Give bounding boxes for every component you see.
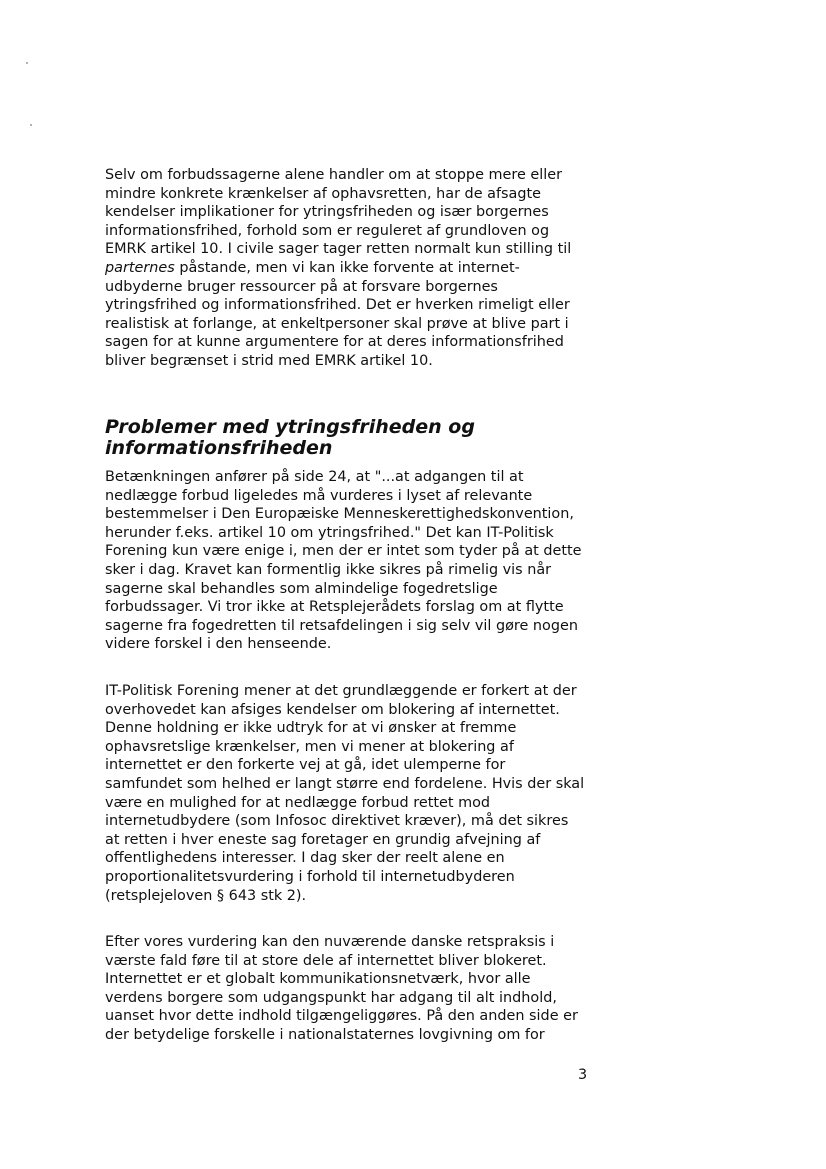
- text-line: forbudssager. Vi tror ikke at Retsplejerådets forslag om at flytte: [105, 599, 564, 616]
- text-line: Forening kun være enige i, men der er intet som tyder på at dette: [105, 543, 582, 560]
- scan-speck: [26, 62, 28, 64]
- text-line: overhovedet kan afsiges kendelser om blokering af internettet.: [105, 701, 560, 718]
- italic-word: parternes: [105, 259, 175, 276]
- text-line: offentlighedens interesser. I dag sker der reelt alene en: [105, 850, 505, 867]
- text-line: bestemmelser i Den Europæiske Menneskerettighedskonvention,: [105, 506, 574, 523]
- text-line: Denne holdning er ikke udtryk for at vi ønsker at fremme: [105, 720, 517, 737]
- text-line: internetudbydere (som Infosoc direktivet kræver), må det sikres: [105, 813, 569, 830]
- text-line: bliver begrænset i strid med EMRK artikel 10.: [105, 352, 433, 369]
- section-heading: [105, 417, 625, 459]
- text-line: videre forskel i den henseende.: [105, 636, 332, 653]
- text-line: EMRK artikel 10. I civile sager tager retten normalt kun stilling til: [105, 241, 572, 258]
- text-line: Internettet er et globalt kommunikationsnetværk, hvor alle: [105, 971, 531, 988]
- text-line: ophavsretslige krænkelser, men vi mener at blokering af: [105, 738, 514, 755]
- text-line: udbyderne bruger ressourcer på at forsvare borgernes: [105, 278, 498, 295]
- heading-line: informationsfriheden: [105, 437, 333, 459]
- text-line: herunder f.eks. artikel 10 om ytringsfrihed." Det kan IT-Politisk: [105, 524, 554, 541]
- text-line: være en mulighed for at nedlægge forbud rettet mod: [105, 794, 491, 811]
- text-line: informationsfrihed, forhold som er reguleret af grundloven og: [105, 222, 550, 239]
- text-line: verdens borgere som udgangspunkt har adgang til alt indhold,: [105, 989, 557, 1006]
- text-line: IT-Politisk Forening mener at det grundlæggende er forkert at der: [105, 683, 577, 699]
- paragraph-3: [105, 682, 605, 905]
- paragraph-2: [105, 468, 605, 654]
- text-line: værste fald føre til at store dele af internettet bliver blokeret.: [105, 952, 547, 969]
- text-line: sagen for at kunne argumentere for at deres informationsfrihed: [105, 334, 564, 351]
- text-line: realistisk at forlange, at enkeltpersoner skal prøve at blive part i: [105, 315, 569, 332]
- text-line: at retten i hver eneste sag foretager en grundig afvejning af: [105, 831, 541, 848]
- page-number: 3: [578, 1067, 588, 1083]
- text-line: ytringsfrihed og informationsfrihed. Det er hverken rimeligt eller: [105, 297, 570, 314]
- text-line: kendelser implikationer for ytringsfriheden og især borgernes: [105, 204, 549, 221]
- text-line: Betænkningen anfører på side 24, at "...at adgangen til at: [105, 469, 524, 485]
- text-line: sker i dag. Kravet kan formentlig ikke sikres på rimelig vis når: [105, 561, 552, 578]
- scan-speck: [30, 124, 32, 126]
- text-line: (retsplejeloven § 643 stk 2).: [105, 887, 307, 904]
- paragraph-4: [105, 933, 605, 1045]
- paragraph-1: [105, 166, 605, 371]
- text-line: uanset hvor dette indhold tilgængeliggøres. På den anden side er: [105, 1008, 578, 1025]
- text-line: nedlægge forbud ligeledes må vurderes i lyset af relevante: [105, 487, 533, 504]
- text-line: samfundet som helhed er langt større end fordelene. Hvis der skal: [105, 775, 585, 792]
- text-line: [105, 259, 605, 278]
- text-line: mindre konkrete krænkelser af ophavsretten, har de afsagte: [105, 185, 541, 202]
- text-line: Efter vores vurdering kan den nuværende danske retspraksis i: [105, 934, 555, 950]
- text-line: proportionalitetsvurdering i forhold til internetudbyderen: [105, 868, 515, 885]
- heading-line: Problemer med ytringsfriheden og: [105, 416, 475, 438]
- text-line: Selv om forbudssagerne alene handler om at stoppe mere eller: [105, 167, 563, 183]
- text-line: internettet er den forkerte vej at gå, idet ulemperne for: [105, 757, 506, 774]
- text-fragment: påstande, men vi kan ikke forvente at internet-: [179, 259, 520, 276]
- text-line: sagerne skal behandles som almindelige fogedretslige: [105, 580, 498, 597]
- text-line: sagerne fra fogedretten til retsafdelingen i sig selv vil gøre nogen: [105, 617, 578, 634]
- text-line: der betydelige forskelle i nationalstaternes lovgivning om for: [105, 1026, 545, 1043]
